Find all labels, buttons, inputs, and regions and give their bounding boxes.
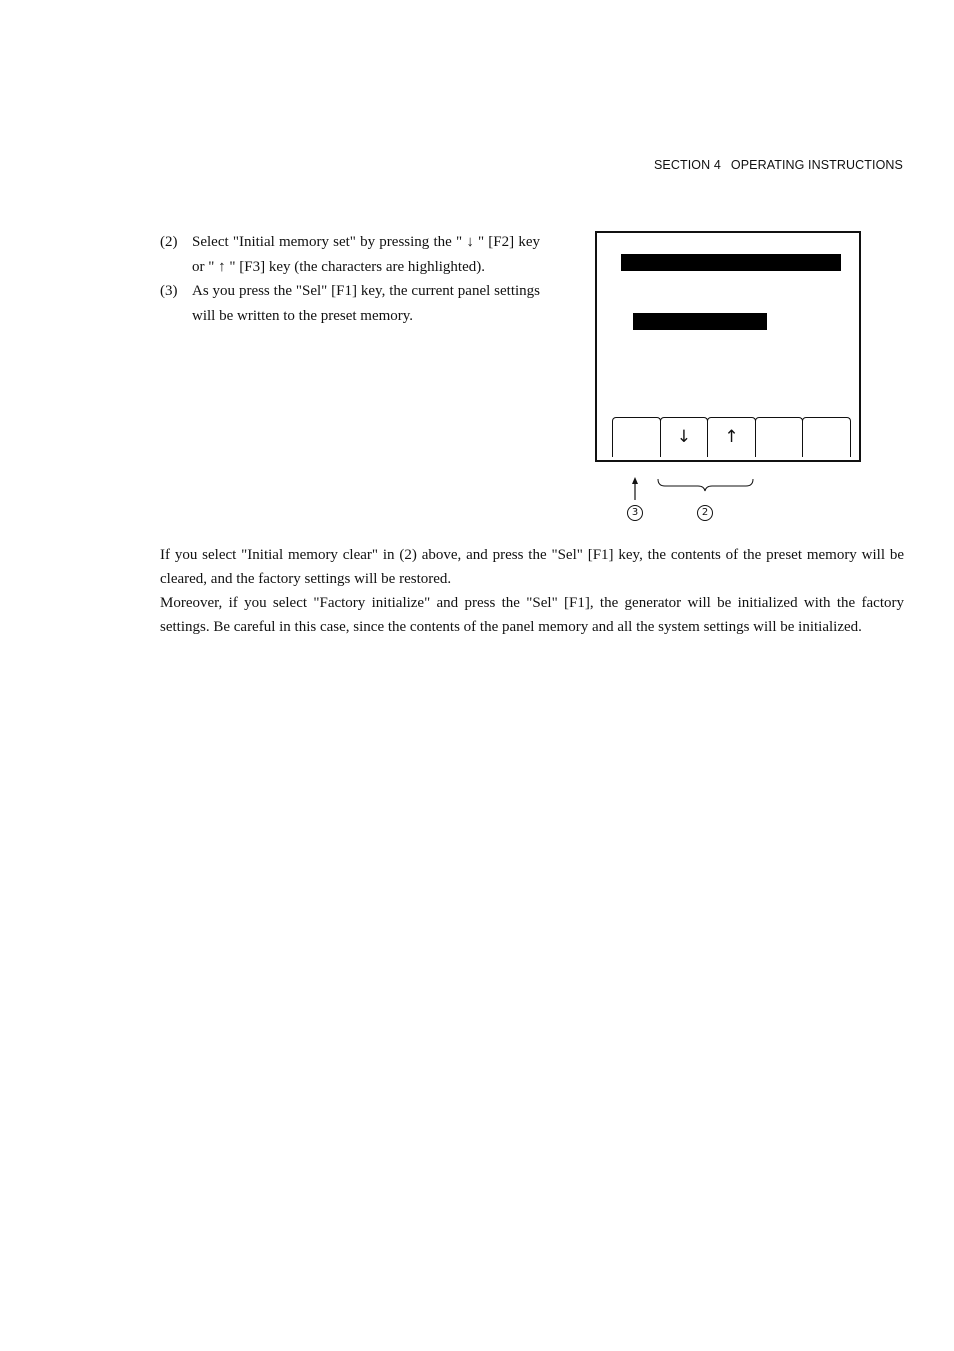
brace-icon — [658, 479, 753, 491]
softkey-f3-up-arrow[interactable]: ↑ — [707, 417, 756, 457]
step-text: As you press the "Sel" [F1] key, the current panel settings will be written to the preset memory. — [192, 283, 540, 324]
notes-paragraph — [160, 543, 904, 639]
callout-markers — [595, 470, 865, 504]
steps-list — [160, 230, 540, 328]
panel-display — [595, 231, 861, 462]
softkey-f5[interactable] — [802, 417, 851, 457]
section-title: OPERATING INSTRUCTIONS — [730, 158, 903, 172]
section-header — [654, 158, 903, 172]
step-item — [160, 230, 540, 279]
highlighted-title-bar — [621, 254, 841, 271]
callouts — [595, 470, 865, 530]
softkey-row — [612, 417, 850, 457]
step-number: (2) — [160, 234, 178, 250]
step-text: Select "Initial memory set" by pressing the " ↓ " [F2] key or " ↑ " [F3] key (the characters are highlighted). — [192, 234, 540, 275]
note-text: Moreover, if you select "Factory initialize" and press the "Sel" [F1], the generator will be initialized with the factory settings. Be careful in this case, since the contents of the panel memory and all the system settings will be initialized. — [160, 595, 904, 635]
step-item — [160, 279, 540, 328]
highlighted-menu-item — [633, 313, 767, 330]
softkey-f4[interactable] — [755, 417, 804, 457]
note-text: If you select "Initial memory clear" in (2) above, and press the "Sel" [F1] key, the contents of the preset memory will be cleared, and the factory settings will be restored. — [160, 547, 904, 587]
softkey-f1[interactable] — [612, 417, 661, 457]
section-number: SECTION 4 — [653, 158, 721, 172]
step-number: (3) — [160, 283, 178, 299]
arrow-up-icon — [632, 477, 638, 500]
callout-number-icon: 3 — [627, 505, 643, 521]
callout-number-icon: 2 — [697, 505, 713, 521]
softkey-f2-down-arrow[interactable]: ↓ — [660, 417, 709, 457]
